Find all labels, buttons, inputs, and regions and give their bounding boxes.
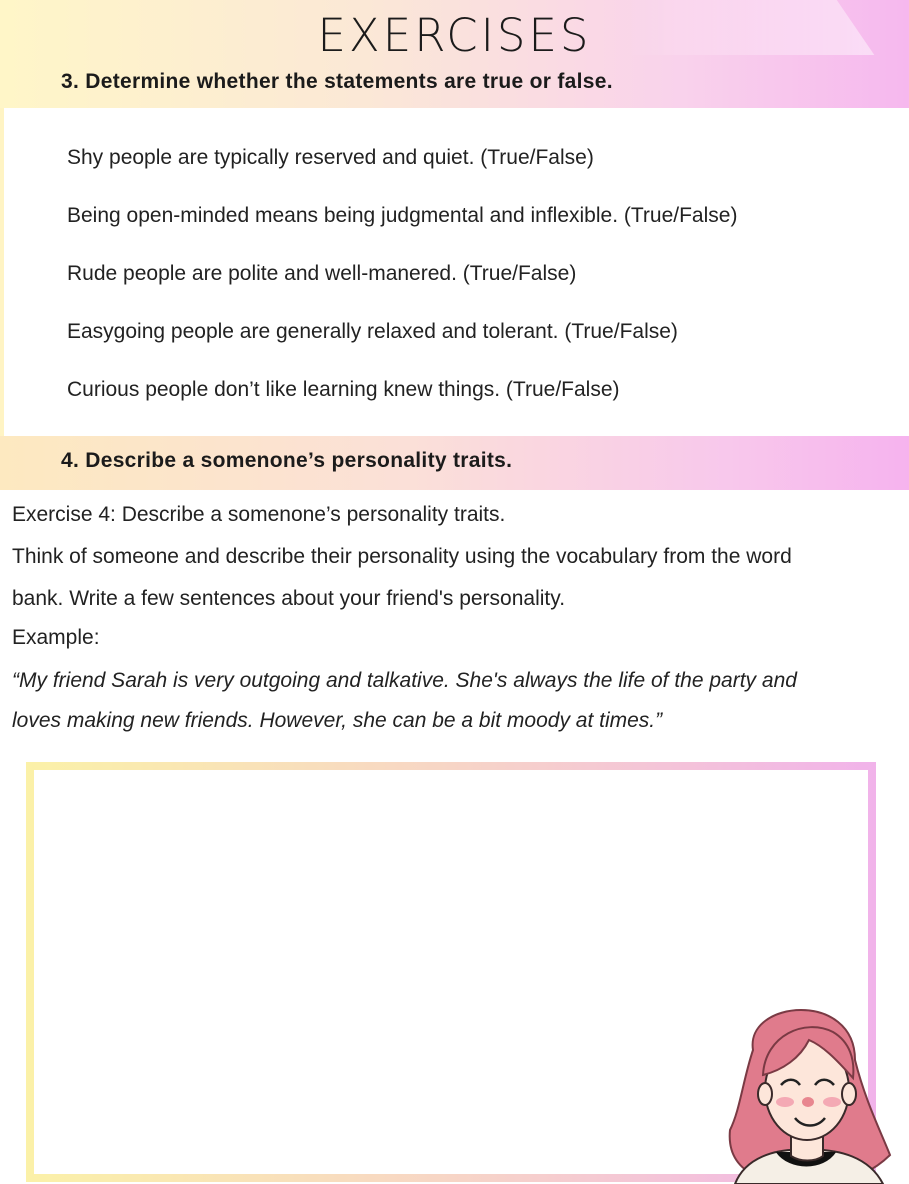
page-title: EXERCISES: [317, 9, 592, 62]
statement-4: Easygoing people are generally relaxed and tolerant. (True/False): [67, 320, 678, 343]
nose: [802, 1097, 814, 1107]
exercise-4-heading: 4. Describe a somenone’s personality traits.: [61, 449, 513, 472]
right-ear: [842, 1083, 856, 1105]
left-blush: [776, 1097, 794, 1107]
exercise-3-heading: 3. Determine whether the statements are true or false.: [61, 70, 613, 93]
example-line-1: “My friend Sarah is very outgoing and talkative. She's always the life of the party and: [12, 669, 797, 692]
true-false-list: [67, 141, 737, 431]
example-label: Example:: [12, 626, 100, 649]
example-line-2: loves making new friends. However, she can be a bit moody at times.”: [12, 709, 663, 732]
girl-illustration: [705, 980, 909, 1184]
right-blush: [823, 1097, 841, 1107]
statement-3: Rude people are polite and well-manered. (True/False): [67, 262, 577, 285]
left-ear: [758, 1083, 772, 1105]
instruction-line-2: bank. Write a few sentences about your friend's personality.: [12, 587, 566, 610]
statement-1: Shy people are typically reserved and quiet. (True/False): [67, 146, 594, 169]
left-edge-accent: [0, 108, 4, 436]
instruction-line-1: Think of someone and describe their personality using the vocabulary from the word: [12, 545, 792, 568]
statement-2: Being open-minded means being judgmental and inflexible. (True/False): [67, 204, 738, 227]
exercise-4-intro: Exercise 4: Describe a somenone’s personality traits.: [12, 503, 506, 526]
statement-5: Curious people don’t like learning knew things. (True/False): [67, 378, 620, 401]
